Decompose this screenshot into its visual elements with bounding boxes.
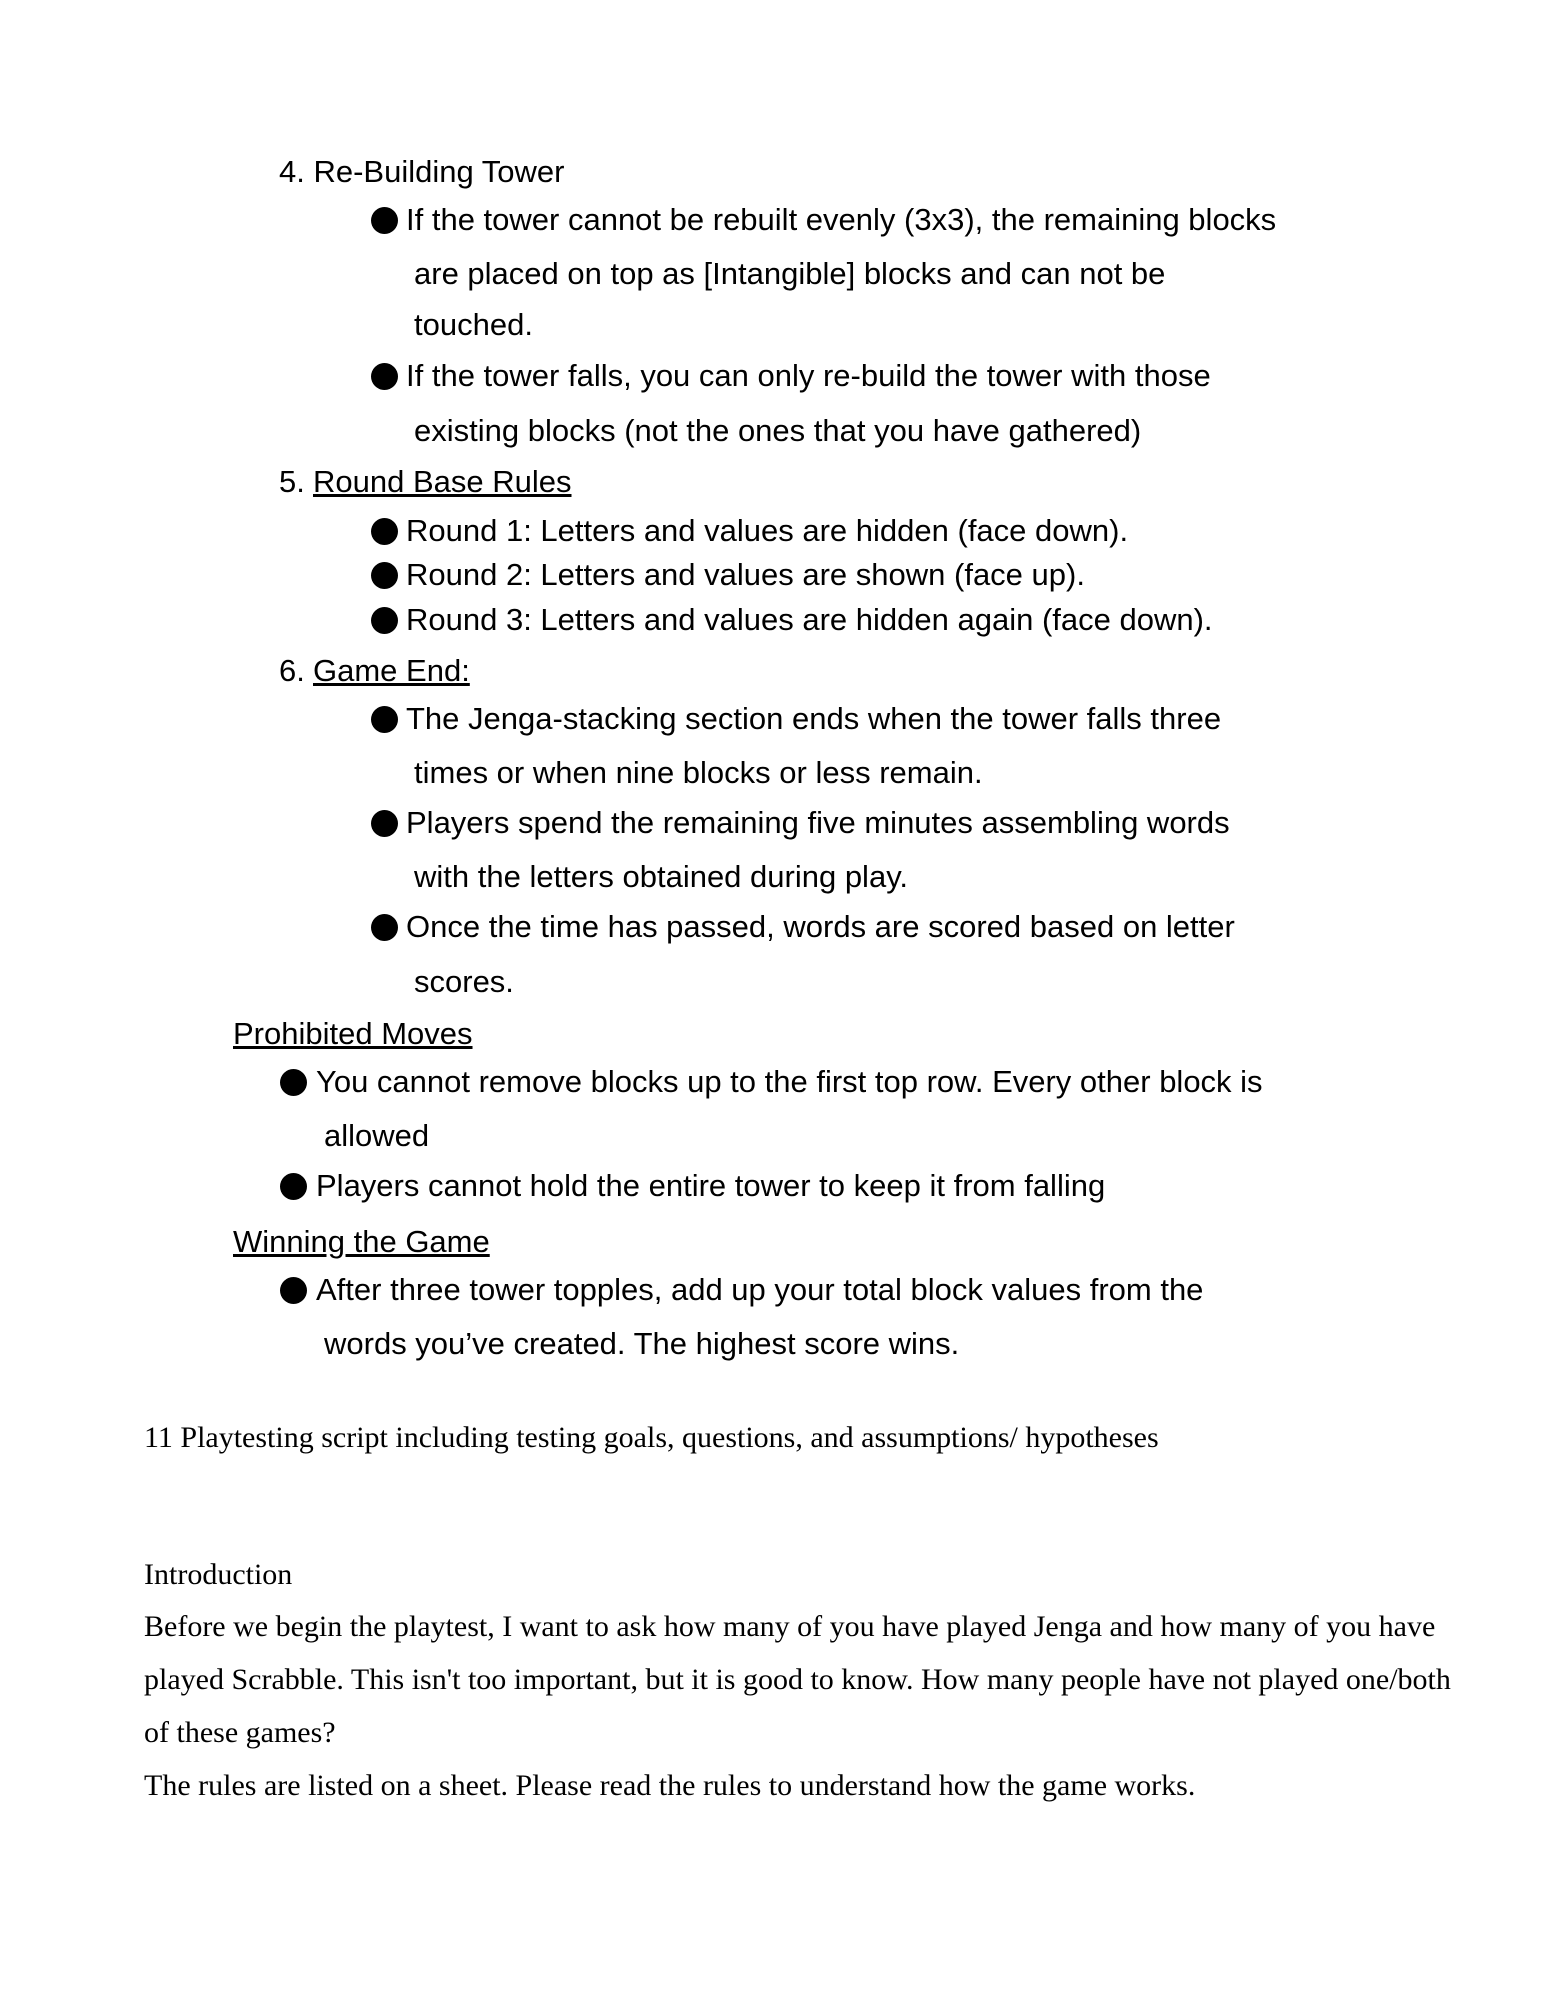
introduction-heading: Introduction: [144, 1558, 293, 1591]
section-5-heading: Round Base Rules: [313, 464, 572, 499]
section-6-bullet-2-line-2: with the letters obtained during play.: [414, 859, 909, 894]
bullet-icon: [371, 607, 398, 634]
bullet-icon: [280, 1069, 307, 1096]
prohibited-bullet-1-line-1: You cannot remove blocks up to the first top row. Every other block is: [316, 1064, 1263, 1099]
section-6-bullet-1-line-2: times or when nine blocks or less remain.: [414, 755, 983, 790]
prohibited-bullet-2: Players cannot hold the entire tower to keep it from falling: [316, 1168, 1106, 1203]
bullet-icon: [371, 706, 398, 733]
prohibited-bullet-1-line-2: allowed: [324, 1118, 430, 1153]
section-4-bullet-2-line-2: existing blocks (not the ones that you have gathered): [414, 413, 1142, 448]
bullet-icon: [371, 363, 398, 390]
rules-sheet-paragraph: The rules are listed on a sheet. Please read the rules to understand how the game works.: [144, 1769, 1196, 1802]
section-6-bullet-3-line-2: scores.: [414, 964, 514, 999]
section-6-bullet-3-line-1: Once the time has passed, words are scored based on letter: [406, 909, 1235, 944]
section-5-bullet-2: Round 2: Letters and values are shown (face up).: [406, 557, 1085, 592]
section-4-heading: 4. Re-Building Tower: [279, 154, 565, 189]
section-6-number: 6.: [279, 653, 305, 688]
section-6-heading: Game End:: [313, 653, 470, 688]
bullet-icon: [280, 1277, 307, 1304]
bullet-icon: [371, 207, 398, 234]
script-title: 11 Playtesting script including testing goals, questions, and assumptions/ hypotheses: [144, 1421, 1159, 1454]
section-4-bullet-1-line-2: are placed on top as [Intangible] blocks and can not be: [414, 256, 1166, 291]
bullet-icon: [280, 1173, 307, 1200]
section-5-bullet-3: Round 3: Letters and values are hidden again (face down).: [406, 602, 1213, 637]
winning-heading: Winning the Game: [233, 1224, 490, 1259]
section-6-bullet-1-line-1: The Jenga-stacking section ends when the tower falls three: [406, 701, 1222, 736]
section-4-bullet-1-line-1: If the tower cannot be rebuilt evenly (3x3), the remaining blocks: [406, 202, 1277, 237]
bullet-icon: [371, 810, 398, 837]
bullet-icon: [371, 562, 398, 589]
section-5-bullet-1: Round 1: Letters and values are hidden (face down).: [406, 513, 1129, 548]
bullet-icon: [371, 518, 398, 545]
bullet-icon: [371, 914, 398, 941]
section-6-bullet-2-line-1: Players spend the remaining five minutes assembling words: [406, 805, 1230, 840]
section-4-bullet-1-line-3: touched.: [414, 307, 533, 342]
section-4-bullet-2-line-1: If the tower falls, you can only re-build the tower with those: [406, 358, 1211, 393]
winning-bullet-1-line-2: words you’ve created. The highest score wins.: [324, 1326, 960, 1361]
introduction-paragraph: Before we begin the playtest, I want to ask how many of you have played Jenga and how many of you have played Scrabble. This isn't too important, but it is good to know. How many people have not played one/both of these games?: [144, 1610, 1451, 1749]
prohibited-moves-heading: Prohibited Moves: [233, 1016, 473, 1051]
section-5-number: 5.: [279, 464, 305, 499]
winning-bullet-1-line-1: After three tower topples, add up your total block values from the: [316, 1272, 1204, 1307]
